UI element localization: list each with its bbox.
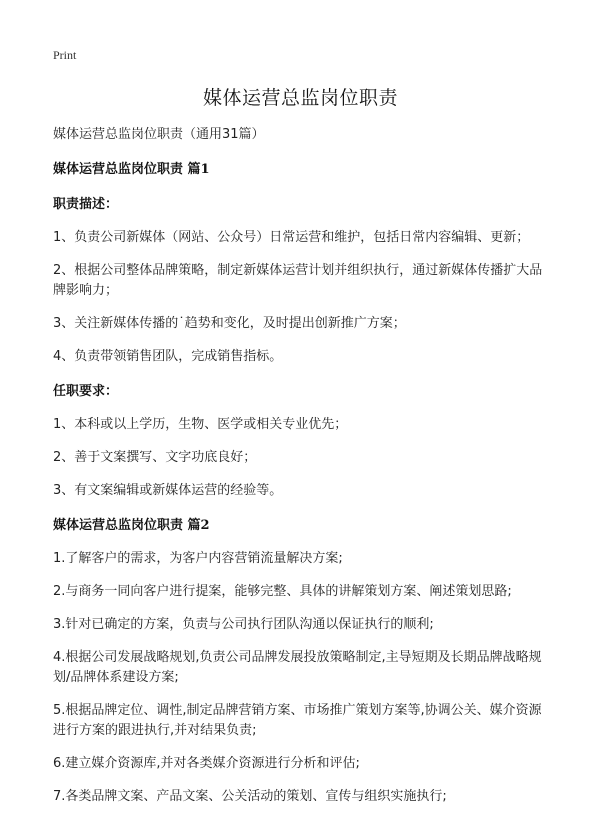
- requirements-heading: 任职要求：: [53, 384, 119, 399]
- section-2-item-2: 2.与商务一同向客户进行提案，能够完整、具体的讲解策划方案、阐述策划思路;: [53, 584, 512, 599]
- section-2-heading: 媒体运营总监岗位职责 篇2: [53, 518, 210, 533]
- duty-item-3: 3、关注新媒体传播的˙趋势和变化，及时提出创新推广方案；: [53, 316, 406, 331]
- duties-heading: 职责描述：: [53, 197, 119, 212]
- section-2-item-5: 5.根据品牌定位、调性,制定品牌营销方案、市场推广策划方案等,协调公关、媒介资源进行方案的跟进执行,并对结果负责;: [53, 703, 542, 738]
- print-label: Print: [53, 48, 77, 62]
- requirement-item-1: 1、本科或以上学历，生物、医学或相关专业优先；: [53, 417, 348, 432]
- duty-item-2: 2、根据公司整体品牌策略，制定新媒体运营计划并组织执行，通过新媒体传播扩大品牌影响力；: [53, 263, 543, 298]
- document-subtitle: 媒体运营总监岗位职责（通用31篇）: [53, 127, 265, 142]
- section-2-item-1: 1.了解客户的需求，为客户内容营销流量解决方案;: [53, 551, 343, 566]
- section-1-heading: 媒体运营总监岗位职责 篇1: [53, 162, 210, 177]
- page-title: 媒体运营总监岗位职责: [202, 87, 398, 109]
- section-2-item-4: 4.根据公司发展战略规划,负责公司品牌发展投放策略制定,主导短期及长期品牌战略规划/品牌体系建设方案;: [53, 650, 542, 685]
- duty-item-1: 1、负责公司新媒体（网站、公众号）日常运营和维护，包括日常内容编辑、更新；: [53, 230, 530, 245]
- section-2-item-6: 6.建立媒介资源库,并对各类媒介资源进行分析和评估;: [53, 756, 360, 771]
- duty-item-4: 4、负责带领销售团队，完成销售指标。: [53, 349, 283, 364]
- requirement-item-3: 3、有文案编辑或新媒体运营的经验等。: [53, 483, 283, 498]
- section-2-item-7: 7.各类品牌文案、产品文案、公关活动的策划、宣传与组织实施执行;: [53, 789, 447, 804]
- section-2-item-3: 3.针对已确定的方案，负责与公司执行团队沟通以保证执行的顺利;: [53, 617, 434, 632]
- requirement-item-2: 2、善于文案撰写、文字功底良好；: [53, 450, 257, 465]
